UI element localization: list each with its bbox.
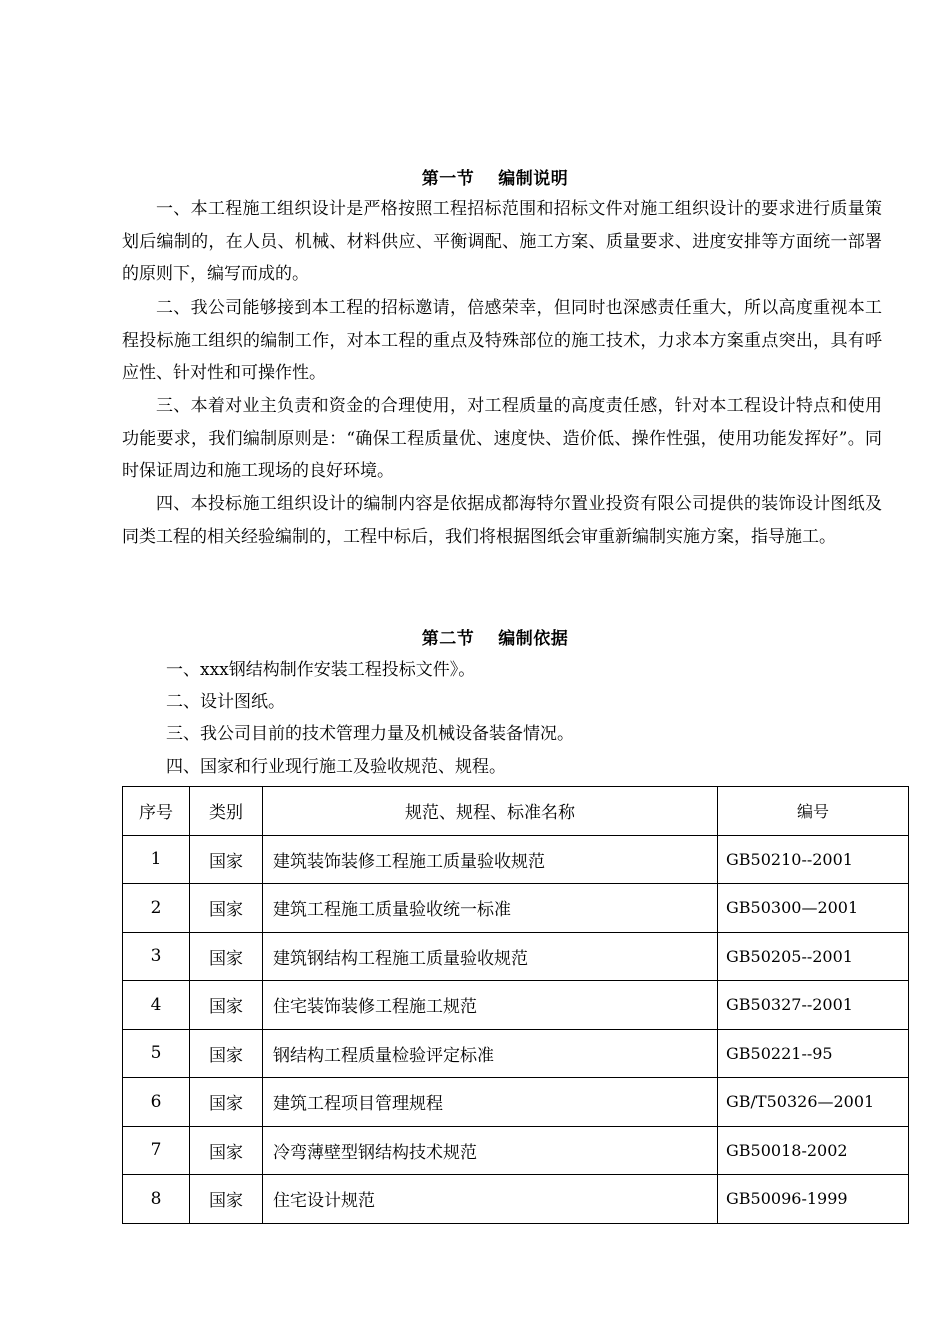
row-category: 国家 [190, 1029, 263, 1078]
table-row [123, 1126, 909, 1175]
header-code: 编号 [718, 787, 909, 836]
row-name: 建筑装饰装修工程施工质量验收规范 [263, 835, 718, 884]
row-code: GB50210--2001 [718, 835, 909, 884]
table-row [123, 981, 909, 1030]
section1-paragraph-2: 二、我公司能够接到本工程的招标邀请，倍感荣幸，但同时也深感责任重大，所以高度重视本工程投标施工组织的编制工作，对本工程的重点及特殊部位的施工技术，力求本方案重点突出，具有呼应性、针对性和可操作性。 [122, 298, 882, 384]
row-index: 1 [123, 835, 190, 884]
standards-table [122, 786, 909, 1224]
row-name: 钢结构工程质量检验评定标准 [263, 1029, 718, 1078]
section1-paragraph-4: 四、本投标施工组织设计的编制内容是依据成都海特尔置业投资有限公司提供的装饰设计图纸及同类工程的相关经验编制的，工程中标后，我们将根据图纸会审重新编制实施方案，指导施工。 [122, 494, 882, 547]
row-code: GB/T50326—2001 [718, 1078, 909, 1127]
row-name: 建筑工程施工质量验收统一标准 [263, 884, 718, 933]
row-code: GB50327--2001 [718, 981, 909, 1030]
row-category: 国家 [190, 1126, 263, 1175]
section2-item-4: 四、国家和行业现行施工及验收规范、规程。 [166, 757, 506, 777]
row-index: 8 [123, 1175, 190, 1224]
section1-title: 第一节 编制说明 [421, 169, 569, 189]
section2-item-1: 一、xxx钢结构制作安装工程投标文件》。 [166, 660, 476, 680]
row-index: 5 [123, 1029, 190, 1078]
header-index: 序号 [123, 787, 190, 836]
row-index: 2 [123, 884, 190, 933]
table-row [123, 884, 909, 933]
row-index: 3 [123, 932, 190, 981]
row-name: 建筑工程项目管理规程 [263, 1078, 718, 1127]
table-row [123, 932, 909, 981]
row-code: GB50221--95 [718, 1029, 909, 1078]
row-name: 住宅设计规范 [263, 1175, 718, 1224]
row-code: GB50205--2001 [718, 932, 909, 981]
section2-title: 第二节 编制依据 [421, 629, 569, 649]
row-index: 4 [123, 981, 190, 1030]
row-name: 住宅装饰装修工程施工规范 [263, 981, 718, 1030]
table-row [123, 1029, 909, 1078]
row-category: 国家 [190, 1175, 263, 1224]
table-row [123, 1175, 909, 1224]
row-category: 国家 [190, 981, 263, 1030]
row-code: GB50300—2001 [718, 884, 909, 933]
section1-paragraph-1: 一、本工程施工组织设计是严格按照工程招标范围和招标文件对施工组织设计的要求进行质量策划后编制的，在人员、机械、材料供应、平衡调配、施工方案、质量要求、进度安排等方面统一部署的原则下，编写而成的。 [122, 199, 882, 285]
header-category: 类别 [190, 787, 263, 836]
row-category: 国家 [190, 932, 263, 981]
row-index: 6 [123, 1078, 190, 1127]
row-category: 国家 [190, 884, 263, 933]
table-row [123, 835, 909, 884]
row-code: GB50018-2002 [718, 1126, 909, 1175]
section1-paragraph-3: 三、本着对业主负责和资金的合理使用，对工程质量的高度责任感，针对本工程设计特点和使用功能要求，我们编制原则是：“确保工程质量优、速度快、造价低、操作性强，使用功能发挥好”。同时保证周边和施工现场的良好环境。 [122, 396, 882, 482]
row-category: 国家 [190, 835, 263, 884]
table-header-row [123, 787, 909, 836]
table-row [123, 1078, 909, 1127]
row-name: 冷弯薄壁型钢结构技术规范 [263, 1126, 718, 1175]
section2-item-3: 三、我公司目前的技术管理力量及机械设备装备情况。 [166, 724, 574, 744]
header-name: 规范、规程、标准名称 [263, 787, 718, 836]
row-category: 国家 [190, 1078, 263, 1127]
row-index: 7 [123, 1126, 190, 1175]
row-code: GB50096-1999 [718, 1175, 909, 1224]
section2-item-2: 二、设计图纸。 [166, 692, 285, 712]
row-name: 建筑钢结构工程施工质量验收规范 [263, 932, 718, 981]
